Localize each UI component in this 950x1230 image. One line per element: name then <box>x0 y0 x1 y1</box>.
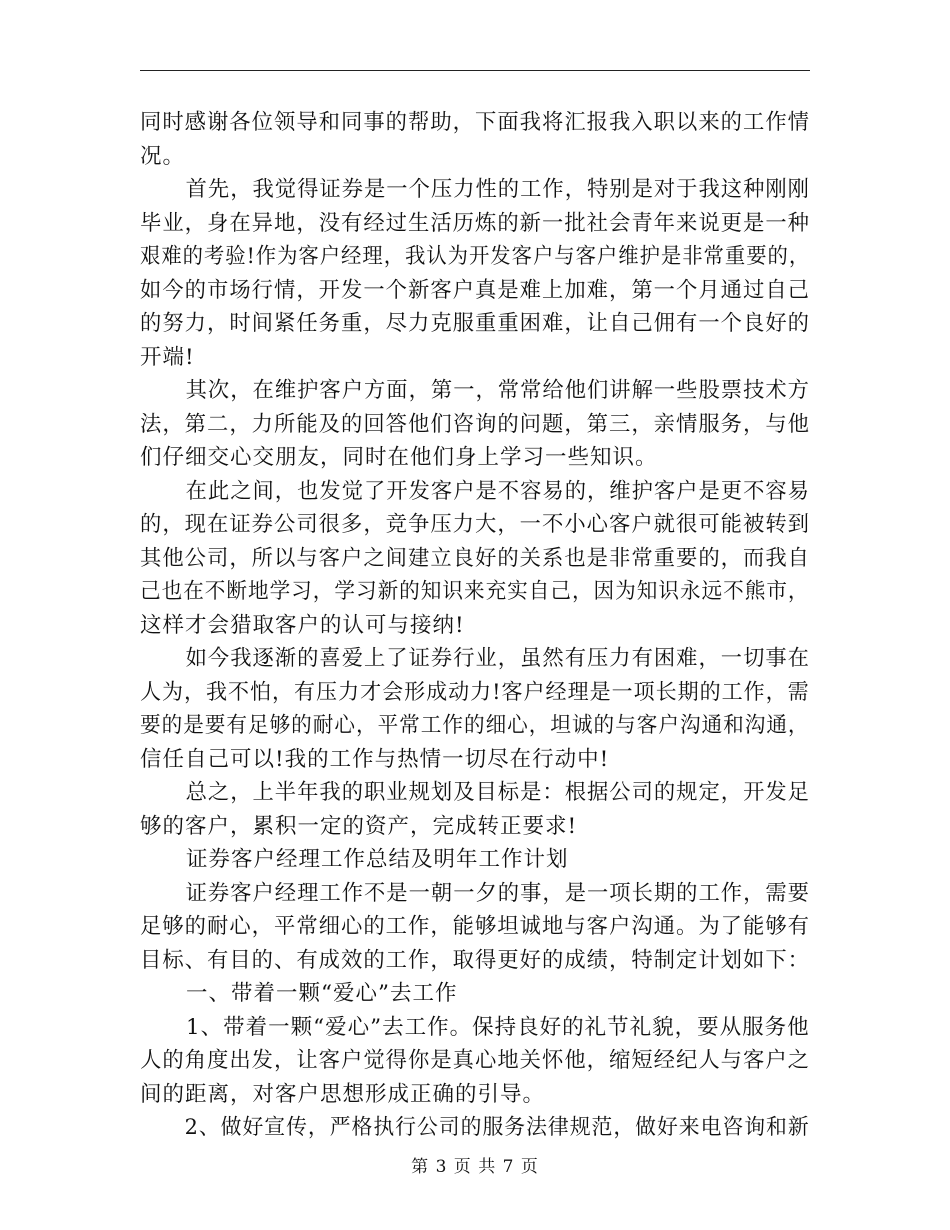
text-line: 如今我逐渐的喜爱上了证券行业，虽然有压力有困难，一切事在 <box>185 646 810 671</box>
header-rule <box>140 70 810 71</box>
text-line: 毕业，身在异地，没有经过生活历炼的新一批社会青年来说更是一种 <box>140 210 811 236</box>
text-line: 己也在不断地学习，学习新的知识来充实自己，因为知识永远不熊市， <box>140 579 810 604</box>
text-line: 们仔细交心交朋友，同时在他们身上学习一些知识。 <box>140 445 658 470</box>
text-line: 如今的市场行情，开发一个新客户真是难上加难，第一个月通过自己 <box>140 277 811 303</box>
text-line: 艰难的考验!作为客户经理，我认为开发客户与客户维护是非常重要的， <box>140 244 811 269</box>
text-line: 法，第二，力所能及的回答他们咨询的问题，第三，亲情服务，与他 <box>140 411 811 437</box>
text-line: 其次，在维护客户方面，第一，常常给他们讲解一些股票技术方 <box>185 378 810 403</box>
text-line: 信任自己可以!我的工作与热情一切尽在行动中! <box>140 746 610 772</box>
text-line: 总之，上半年我的职业规划及目标是：根据公司的规定，开发足 <box>185 780 810 805</box>
text-line: 其他公司，所以与客户之间建立良好的关系也是非常重要的，而我自 <box>140 545 811 571</box>
text-line: 证券客户经理工作不是一朝一夕的事，是一项长期的工作，需要 <box>185 880 810 906</box>
text-line: 目标、有目的、有成效的工作，取得更好的成绩，特制定计划如下： <box>140 947 811 973</box>
text-line: 开端! <box>140 344 195 370</box>
text-line: 况。 <box>140 143 186 169</box>
text-line: 人为，我不怕，有压力才会形成动力!客户经理是一项长期的工作，需 <box>140 679 810 705</box>
text-line: 要的是要有足够的耐心，平常工作的细心，坦诚的与客户沟通和沟通， <box>140 713 810 738</box>
section-heading: 证券客户经理工作总结及明年工作计划 <box>186 847 569 872</box>
text-line: 首先，我觉得证券是一个压力性的工作，特别是对于我这种刚刚 <box>185 177 810 202</box>
text-line: 足够的耐心，平常细心的工作，能够坦诚地与客户沟通。为了能够有 <box>140 914 811 939</box>
text-line: 在此之间，也发觉了开发客户是不容易的，维护客户是更不容易 <box>185 478 810 504</box>
text-line: 2、做好宣传，严格执行公司的服务法律规范，做好来电咨询和新 <box>184 1115 810 1140</box>
text-line: 1、带着一颗“爱心”去工作。保持良好的礼节礼貌，要从服务他 <box>186 1014 810 1040</box>
text-line: 够的客户，累积一定的资产，完成转正要求! <box>140 813 578 839</box>
text-line: 同时感谢各位领导和同事的帮助，下面我将汇报我入职以来的工作情 <box>140 110 811 135</box>
document-body <box>140 106 810 1145</box>
text-line: 的努力，时间紧任务重，尽力克服重重困难，让自己佣有一个良好的 <box>140 311 811 336</box>
text-line: 的，现在证券公司很多，竞争压力大，一不小心客户就很可能被转到 <box>140 512 811 537</box>
text-line: 这样才会猎取客户的认可与接纳! <box>140 612 465 638</box>
subsection-heading: 一、带着一颗“爱心”去工作 <box>186 981 458 1006</box>
text-line: 间的距离，对客户思想形成正确的引导。 <box>140 1081 546 1107</box>
page-footer: 第 3 页 共 7 页 <box>411 1157 539 1177</box>
text-line: 人的角度出发，让客户觉得你是真心地关怀他，缩短经纪人与客户之 <box>140 1048 811 1073</box>
